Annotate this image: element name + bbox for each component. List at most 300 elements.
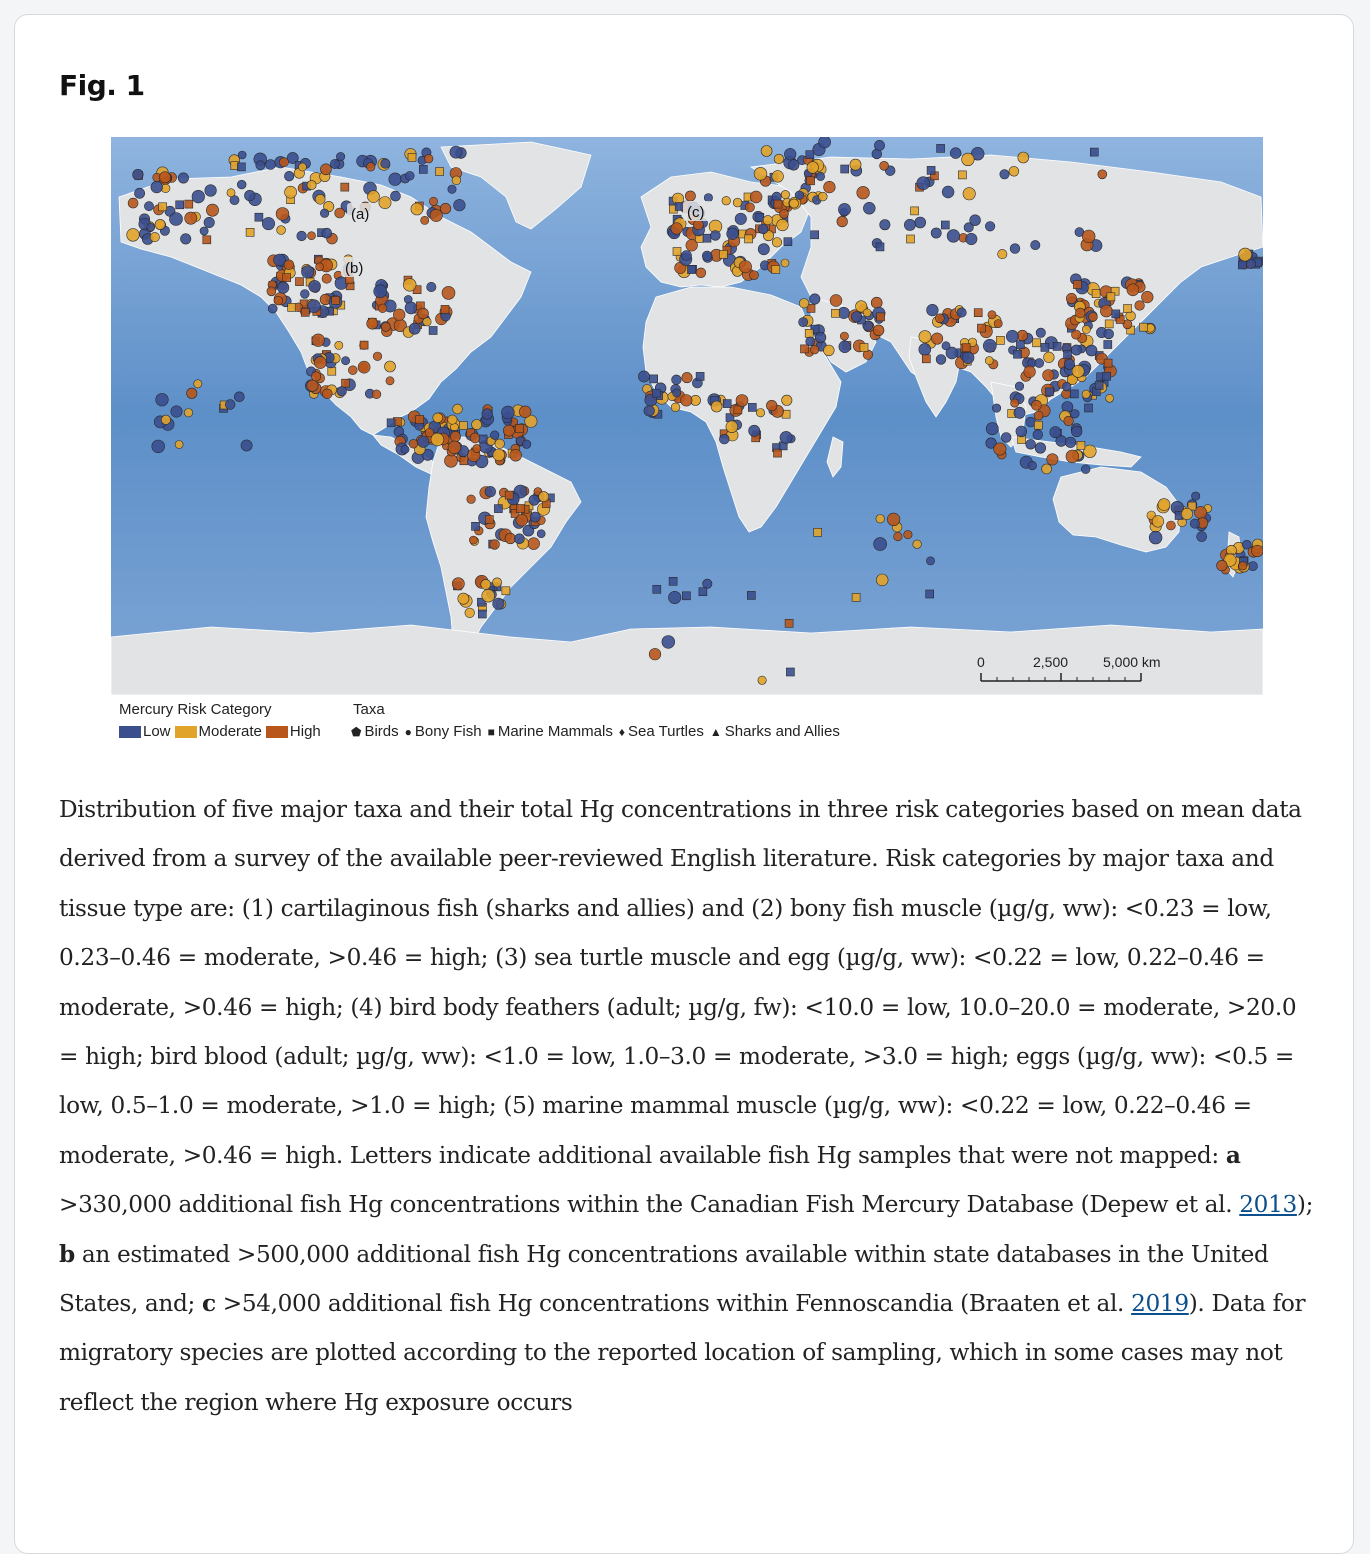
point-bony-fish (839, 341, 851, 353)
taxa-item-sea-turtles: ♦ Sea Turtles (618, 723, 704, 740)
point-bony-fish (1014, 407, 1025, 418)
moderate-label: Moderate (198, 723, 262, 740)
point-bony-fish (335, 341, 343, 349)
point-marine-mammal (255, 213, 263, 221)
point-bony-fish (152, 440, 165, 453)
point-bony-fish (880, 161, 889, 170)
point-marine-mammal (479, 435, 487, 443)
point-marine-mammal (652, 389, 660, 397)
point-bony-fish (739, 261, 751, 273)
point-bony-fish (749, 425, 760, 436)
point-bony-fish (702, 251, 712, 261)
point-bony-fish (450, 431, 460, 441)
low-swatch (119, 726, 141, 738)
point-bony-fish (1158, 499, 1170, 511)
point-bony-fish (789, 199, 798, 208)
point-bony-fish (342, 357, 350, 365)
point-bony-fish (238, 151, 246, 159)
point-bony-fish (424, 154, 433, 163)
point-bony-fish (1036, 328, 1045, 337)
point-bony-fish (418, 308, 429, 319)
point-marine-mammal (328, 367, 336, 375)
point-marine-mammal (653, 585, 661, 593)
point-marine-mammal (784, 238, 792, 246)
point-bony-fish (927, 304, 939, 316)
point-bony-fish (1006, 330, 1018, 342)
point-marine-mammal (387, 419, 395, 427)
point-bony-fish (857, 186, 870, 199)
point-bony-fish (931, 228, 941, 238)
point-marine-mammal (283, 274, 291, 282)
svg-text:(a): (a) (351, 206, 370, 223)
point-marine-mammal (699, 588, 707, 596)
point-bony-fish (837, 216, 848, 227)
point-bony-fish (904, 219, 915, 230)
point-marine-mammal (907, 235, 915, 243)
point-bony-fish (761, 146, 772, 157)
point-bony-fish (1072, 330, 1081, 339)
point-marine-mammal (505, 491, 513, 499)
point-marine-mammal (807, 177, 815, 185)
point-bony-fish (1082, 390, 1090, 398)
point-bony-fish (758, 224, 768, 234)
point-marine-mammal (1077, 441, 1085, 449)
point-bony-fish (431, 433, 444, 446)
point-bony-fish (994, 443, 1006, 455)
point-marine-mammal (1090, 148, 1098, 156)
point-bony-fish (245, 190, 256, 201)
point-marine-mammal (1105, 320, 1113, 328)
point-bony-fish (1028, 461, 1037, 470)
point-bony-fish (403, 278, 416, 291)
point-bony-fish (807, 162, 819, 174)
point-bony-fish (322, 389, 332, 399)
point-bony-fish (781, 190, 789, 198)
point-bony-fish (299, 163, 307, 171)
point-marine-mammal (675, 203, 683, 211)
point-marine-mammal (806, 151, 814, 159)
point-bony-fish (1197, 532, 1207, 542)
point-marine-mammal (1095, 382, 1103, 390)
point-bony-fish (429, 197, 437, 205)
point-bony-fish (367, 318, 378, 329)
point-bony-fish (528, 538, 540, 550)
point-bony-fish (693, 220, 703, 230)
land-antarctica (111, 625, 1263, 695)
point-bony-fish (161, 415, 170, 424)
point-bony-fish (947, 230, 960, 243)
point-bony-fish (133, 169, 144, 180)
point-bony-fish (745, 203, 754, 212)
point-bony-fish (758, 244, 769, 255)
point-bony-fish (418, 436, 429, 447)
point-marine-mammal (332, 296, 340, 304)
point-bony-fish (686, 240, 698, 252)
moderate-swatch (175, 726, 197, 738)
point-bony-fish (774, 154, 784, 164)
point-bony-fish (766, 400, 777, 411)
point-bony-fish (1042, 464, 1052, 474)
point-marine-mammal (937, 144, 945, 152)
point-bony-fish (998, 249, 1007, 258)
point-bony-fish (366, 163, 375, 172)
point-bony-fish (300, 290, 309, 299)
point-bony-fish (401, 445, 409, 453)
point-bony-fish (863, 309, 871, 317)
point-bony-fish (320, 209, 329, 218)
point-bony-fish (187, 388, 197, 398)
point-bony-fish (1065, 437, 1076, 448)
point-bony-fish (1031, 240, 1040, 249)
point-bony-fish (284, 171, 294, 181)
point-bony-fish (358, 361, 370, 373)
point-bony-fish (1248, 562, 1257, 571)
point-bony-fish (871, 297, 882, 308)
citation-link-2019[interactable]: 2019 (1131, 1290, 1189, 1318)
point-bony-fish (1015, 382, 1024, 391)
point-bony-fish (206, 204, 218, 216)
point-bony-fish (962, 153, 975, 166)
point-marine-mammal (801, 345, 809, 353)
point-marine-mammal (1104, 359, 1112, 367)
point-bony-fish (385, 361, 396, 372)
scale-tick-5000: 5,000 km (1103, 654, 1161, 670)
point-bony-fish (1064, 359, 1074, 369)
point-bony-fish (127, 229, 140, 242)
point-bony-fish (1035, 359, 1044, 368)
point-bony-fish (838, 203, 850, 215)
point-bony-fish (381, 322, 390, 331)
point-bony-fish (312, 334, 325, 347)
point-bony-fish (711, 231, 721, 241)
point-bony-fish (887, 513, 900, 526)
point-bony-fish (756, 409, 764, 417)
letter-b: b (59, 1240, 75, 1268)
point-bony-fish (936, 355, 946, 365)
point-bony-fish (671, 223, 683, 235)
point-marine-mammal (1112, 310, 1120, 318)
point-bony-fish (175, 441, 183, 449)
taxa-item-bony-fish: ● Bony Fish (404, 723, 482, 740)
point-bony-fish (241, 440, 252, 451)
pentagon-icon: ⬟ (351, 724, 362, 739)
point-bony-fish (274, 296, 283, 305)
point-bony-fish (503, 425, 514, 436)
point-bony-fish (894, 532, 903, 541)
point-bony-fish (279, 158, 288, 167)
point-bony-fish (335, 208, 345, 218)
point-marine-mammal (962, 344, 970, 352)
point-marine-mammal (927, 166, 935, 174)
point-bony-fish (644, 406, 655, 417)
point-bony-fish (493, 449, 505, 461)
point-bony-fish (493, 598, 504, 609)
point-bony-fish (931, 333, 942, 344)
point-bony-fish (1106, 394, 1114, 402)
point-marine-mammal (977, 324, 985, 332)
point-bony-fish (227, 189, 235, 197)
point-marine-mammal (176, 201, 184, 209)
point-marine-mammal (860, 344, 868, 352)
point-bony-fish (482, 409, 493, 420)
point-bony-fish (1064, 416, 1074, 426)
point-marine-mammal (974, 309, 982, 317)
point-bony-fish (1217, 560, 1228, 571)
point-bony-fish (372, 390, 381, 399)
point-marine-mammal (237, 163, 245, 171)
point-bony-fish (171, 406, 182, 417)
point-marine-mammal (1073, 281, 1081, 289)
point-bony-fish (780, 209, 789, 218)
point-bony-fish (876, 574, 888, 586)
point-bony-fish (1024, 366, 1036, 378)
point-bony-fish (297, 231, 307, 241)
point-bony-fish (823, 345, 834, 356)
point-bony-fish (685, 191, 695, 201)
point-bony-fish (448, 415, 457, 424)
point-bony-fish (913, 540, 922, 549)
point-bony-fish (1001, 433, 1011, 443)
point-bony-fish (851, 312, 861, 322)
point-bony-fish (1181, 508, 1192, 519)
point-marine-mammal (494, 505, 502, 513)
point-bony-fish (442, 286, 455, 299)
point-bony-fish (448, 441, 461, 454)
point-bony-fish (919, 331, 931, 343)
point-marine-mammal (785, 619, 793, 627)
figure-caption: Distribution of five major taxa and their total Hg concentrations in three risk categories based on mean data derived from a survey of the available peer-reviewed English literature. Risk categories by major taxa and tissue type are: (1) cartilaginous fish (sharks and allies) and (2) bony fish muscle (µg/g, ww): <0.23 = low, 0.23–0.46 = moderate, >0.46 = high; (3) sea turtle muscle and egg (µg/g, ww): <0.22 = low, 0.22–0.46 = moderate, >0.46 = high; (4) bird body feathers (adult; µg/g, fw): <10.0 = low, 10.0–20.0 = moderate, >20.0 = high; bird blood (adult; µg/g, ww): <1.0 = low, 1.0–3.0 = moderate, >3.0 = high; eggs (µg/g, ww): <0.5 = low, 0.5–1.0 = moderate, >1.0 = high; (5) marine mammal muscle (µg/g, ww): <0.22 = low, 0.22–0.46 = moderate, >0.46 = high. Letters indicate additional available fish Hg samples that were not mapped: a >330,000 additional fish Hg concentrations within the Canadian Fish Mercury Database (Depew et al. 2013); b an estimated >500,000 additional fish Hg concentrations available within state databases in the United States, and; c >54,000 additional fish Hg concentrations within Fennoscandia (Braaten et al. 2019). Data for migratory species are plotted according to the reported location of sampling, which in some cases may not reflect the region where Hg exposure occurs (59, 796, 1314, 1416)
point-marine-mammal (1014, 350, 1022, 358)
point-bony-fish (957, 308, 966, 317)
point-bony-fish (919, 343, 931, 355)
point-bony-fish (465, 608, 475, 618)
point-bony-fish (348, 366, 357, 375)
point-bony-fish (873, 325, 884, 336)
point-bony-fish (178, 173, 188, 183)
point-marine-mammal (1238, 261, 1246, 269)
point-bony-fish (917, 177, 930, 190)
point-marine-mammal (185, 200, 193, 208)
point-bony-fish (799, 318, 808, 327)
point-bony-fish (147, 223, 155, 231)
point-bony-fish (330, 159, 339, 168)
point-marine-mammal (650, 375, 658, 383)
point-bony-fish (205, 185, 217, 197)
point-marine-mammal (723, 400, 731, 408)
point-bony-fish (963, 188, 975, 200)
letter-a: a (1225, 1141, 1241, 1169)
point-bony-fish (772, 171, 784, 183)
point-marine-mammal (502, 587, 510, 595)
point-marine-mammal (1104, 341, 1112, 349)
point-bony-fish (970, 215, 981, 226)
point-bony-fish (374, 285, 387, 298)
point-marine-mammal (922, 355, 930, 363)
point-bony-fish (307, 380, 318, 391)
point-marine-mammal (786, 668, 794, 676)
point-bony-fish (784, 148, 796, 160)
point-bony-fish (453, 404, 463, 414)
citation-link-2013[interactable]: 2013 (1239, 1191, 1297, 1219)
point-bony-fish (682, 372, 692, 382)
point-marine-mammal (756, 213, 764, 221)
point-bony-fish (268, 304, 277, 313)
point-marine-mammal (832, 309, 840, 317)
point-bony-fish (1009, 166, 1019, 176)
point-marine-mammal (1045, 388, 1053, 396)
point-bony-fish (537, 530, 545, 538)
point-bony-fish (876, 515, 885, 524)
point-bony-fish (1084, 445, 1097, 458)
point-bony-fish (672, 375, 682, 385)
region-label-a (347, 203, 377, 223)
point-marine-mammal (436, 168, 444, 176)
point-bony-fish (284, 260, 294, 270)
point-bony-fish (782, 395, 792, 405)
point-marine-mammal (429, 327, 437, 335)
point-bony-fish (529, 495, 539, 505)
point-marine-mammal (669, 577, 677, 585)
world-map-figure (111, 137, 1263, 695)
point-bony-fish (433, 413, 443, 423)
point-bony-fish (1135, 301, 1145, 311)
point-bony-fish (311, 372, 320, 381)
point-bony-fish (733, 198, 742, 207)
point-marine-mammal (747, 591, 755, 599)
point-bony-fish (1066, 293, 1076, 303)
point-bony-fish (1066, 450, 1079, 463)
point-bony-fish (1086, 345, 1097, 356)
point-bony-fish (505, 533, 516, 544)
point-bony-fish (726, 421, 738, 433)
point-bony-fish (874, 538, 887, 551)
point-marine-mammal (416, 416, 424, 424)
point-marine-mammal (296, 278, 304, 286)
point-bony-fish (915, 217, 926, 228)
point-bony-fish (200, 227, 208, 235)
point-marine-mammal (460, 457, 468, 465)
point-bony-fish (262, 217, 274, 229)
point-bony-fish (1033, 430, 1043, 440)
point-bony-fish (669, 591, 681, 603)
point-bony-fish (1082, 230, 1095, 243)
point-bony-fish (322, 228, 332, 238)
point-marine-mammal (841, 165, 849, 173)
point-bony-fish (671, 403, 680, 412)
point-marine-mammal (682, 592, 690, 600)
point-bony-fish (736, 395, 748, 407)
taxa-item-marine-mammals: ■ Marine Mammals (487, 723, 613, 740)
point-bony-fish (156, 393, 169, 406)
point-bony-fish (481, 579, 491, 589)
svg-text:(b): (b) (345, 260, 364, 277)
point-bony-fish (194, 380, 202, 388)
point-bony-fish (711, 401, 722, 412)
point-bony-fish (1142, 291, 1154, 303)
point-bony-fish (818, 192, 827, 201)
point-bony-fish (510, 449, 522, 461)
point-bony-fish (405, 302, 417, 314)
point-bony-fish (863, 202, 875, 214)
point-bony-fish (780, 431, 792, 443)
point-bony-fish (308, 232, 316, 240)
point-bony-fish (810, 294, 820, 304)
point-bony-fish (307, 180, 316, 189)
point-bony-fish (184, 409, 192, 417)
point-bony-fish (1192, 492, 1200, 500)
point-marine-mammal (1033, 339, 1041, 347)
point-marine-mammal (288, 303, 296, 311)
point-bony-fish (788, 160, 799, 171)
point-bony-fish (316, 263, 324, 271)
point-marine-mammal (1140, 323, 1148, 331)
point-bony-fish (815, 332, 826, 343)
point-bony-fish (1071, 426, 1082, 437)
point-bony-fish (763, 215, 772, 224)
point-bony-fish (1016, 426, 1027, 437)
point-bony-fish (448, 185, 456, 193)
world-map (111, 137, 1263, 695)
point-marine-mammal (1103, 372, 1111, 380)
circle-icon: ● (404, 724, 412, 739)
point-bony-fish (1043, 370, 1054, 381)
point-bony-fish (490, 540, 500, 550)
point-bony-fish (530, 512, 540, 522)
point-bony-fish (1010, 244, 1020, 254)
point-bony-fish (386, 377, 394, 385)
point-marine-mammal (478, 610, 486, 618)
point-bony-fish (373, 352, 382, 361)
point-bony-fish (824, 181, 836, 193)
point-marine-mammal (876, 243, 884, 251)
point-marine-mammal (1124, 305, 1132, 313)
point-bony-fish (155, 219, 165, 229)
figure-label: Fig. 1 (59, 69, 145, 102)
point-bony-fish (452, 176, 461, 185)
point-marine-mammal (719, 250, 727, 258)
point-marine-mammal (472, 522, 480, 530)
point-bony-fish (850, 159, 861, 170)
point-bony-fish (1026, 439, 1036, 449)
point-bony-fish (150, 232, 159, 241)
point-bony-fish (516, 514, 528, 526)
point-bony-fish (816, 172, 824, 180)
point-bony-fish (522, 440, 531, 449)
point-bony-fish (1252, 545, 1264, 557)
point-bony-fish (754, 167, 767, 180)
point-marine-mammal (958, 171, 966, 179)
point-bony-fish (1104, 329, 1114, 339)
point-marine-mammal (941, 221, 949, 229)
point-bony-fish (777, 219, 789, 231)
point-marine-mammal (748, 403, 756, 411)
point-marine-mammal (485, 516, 493, 524)
point-bony-fish (322, 274, 331, 283)
point-bony-fish (750, 271, 759, 280)
point-bony-fish (409, 323, 420, 334)
point-bony-fish (810, 345, 819, 354)
point-bony-fish (1190, 519, 1199, 528)
point-marine-mammal (745, 235, 753, 243)
point-bony-fish (649, 648, 661, 660)
point-bony-fish (485, 486, 496, 497)
point-bony-fish (1011, 399, 1019, 407)
point-bony-fish (638, 371, 649, 382)
point-marine-mammal (459, 422, 467, 430)
point-bony-fish (267, 287, 276, 296)
point-bony-fish (994, 320, 1002, 328)
point-bony-fish (799, 299, 809, 309)
